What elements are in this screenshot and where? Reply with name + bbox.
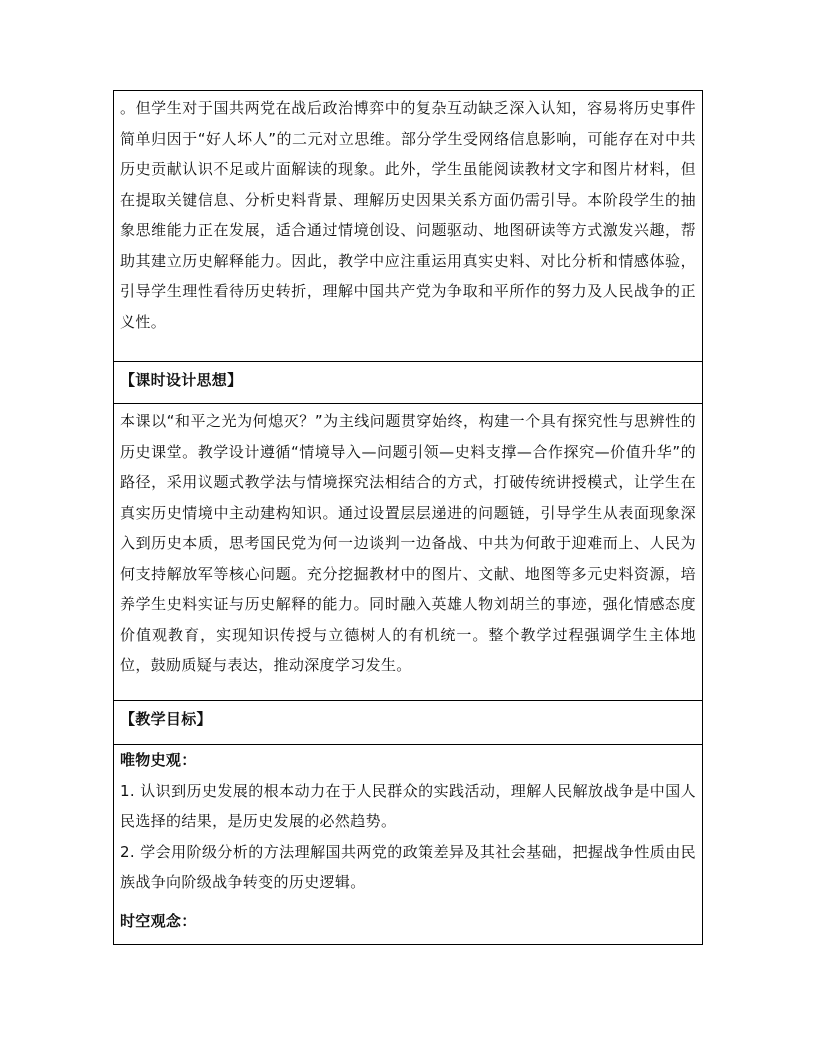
objectives-heading-row [114,700,702,744]
objectives-content-cell [114,745,702,936]
lesson-plan-table [113,90,703,945]
design-heading-row [114,361,702,403]
spacetime-title: 时空观念： [120,911,197,930]
paragraph-spacer [120,898,696,906]
student-analysis-text: 。但学生对于国共两党在战后政治博弈中的复杂互动缺乏深入认知，容易将历史事件简单归因于“好人坏人”的二元对立思维。部分学生受网络信息影响，可能存在对中共历史贡献认识不足或片面解读的现象。此外，学生虽能阅读教材文字和图片材料，但在提取关键信息、分析史料背景、理解历史因果关系方面仍需引导。本阶段学生的抽象思维能力正在发展，适合通过情境创设、问题驱动、地图研读等方式激发兴趣，帮助其建立历史解释能力。因此，教学中应注重运用真实史料、对比分析和情感体验，引导学生理性看待历史转折，理解中国共产党为争取和平所作的努力及人民战争的正义性。 [120,99,696,331]
objectives-heading: 【教学目标】 [120,710,212,728]
design-content-row [114,403,702,700]
design-content-cell [114,406,702,681]
student-analysis-row [114,91,702,361]
objectives-content-row [114,744,702,944]
student-analysis-cell [114,93,702,337]
design-content-text: 本课以“和平之光为何熄灭？”为主线问题贯穿始终，构建一个具有探究性与思辨性的历史课堂。教学设计遵循“情境导入—问题引领—史料支撑—合作探究—价值升华”的路径，采用议题式教学法与情境探究法相结合的方式，打破传统讲授模式，让学生在真实历史情境中主动建构知识。通过设置层层递进的问题链，引导学生从表面现象深入到历史本质，思考国民党为何一边谈判一边备战、中共为何敢于迎难而上、人民为何支持解放军等核心问题。充分挖掘教材中的图片、文献、地图等多元史料资源，培养学生史料实证与历史解释的能力。同时融入英雄人物刘胡兰的事迹，强化情感态度价值观教育，实现知识传授与立德树人的有机统一。整个教学过程强调学生主体地位，鼓励质疑与表达，推动深度学习发生。 [120,412,696,674]
design-heading: 【课时设计思想】 [120,371,243,389]
materialism-item-2: 2. 学会用阶级分析的方法理解国共两党的政策差异及其社会基础，把握战争性质由民族战争向阶级战争转变的历史逻辑。 [120,842,696,891]
materialism-title: 唯物史观： [120,751,197,769]
materialism-item-1: 1. 认识到历史发展的根本动力在于人民群众的实践活动，理解人民解放战争是中国人民选择的结果，是历史发展的必然趋势。 [120,781,696,830]
